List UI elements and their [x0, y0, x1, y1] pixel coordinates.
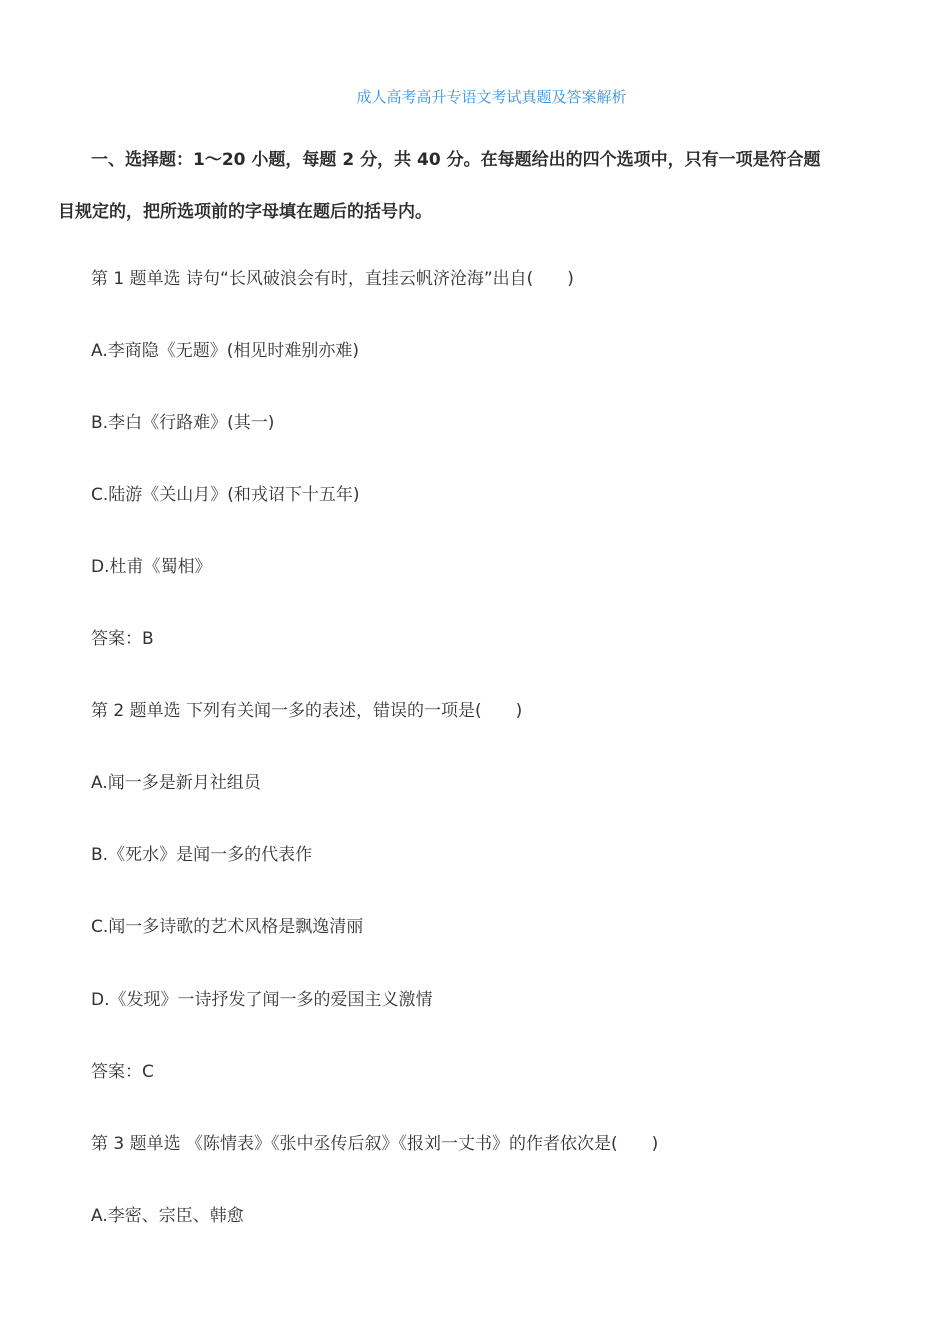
- question-2-option-b: B.《死水》是闻一多的代表作: [91, 845, 313, 865]
- question-1-option-c: C.陆游《关山月》(和戎诏下十五年): [91, 485, 360, 505]
- section-heading-line-2: 目规定的，把所选项前的字母填在题后的括号内。: [58, 202, 432, 222]
- question-2-prompt: 第 2 题单选 下列有关闻一多的表述，错误的一项是( ): [91, 701, 523, 721]
- document-title: 成人高考高升专语文考试真题及答案解析: [356, 88, 627, 106]
- question-2-option-d: D.《发现》一诗抒发了闻一多的爱国主义激情: [91, 990, 433, 1010]
- section-heading-line-1: 一、选择题：1～20 小题，每题 2 分，共 40 分。在每题给出的四个选项中，只有一项是符合题: [91, 150, 821, 170]
- question-2-answer: 答案：C: [91, 1062, 154, 1082]
- question-3-prompt: 第 3 题单选 《陈情表》《张中丞传后叙》《报刘一丈书》的作者依次是( ): [91, 1134, 659, 1154]
- question-1-answer: 答案：B: [91, 629, 154, 649]
- question-1-option-a: A.李商隐《无题》(相见时难别亦难): [91, 341, 359, 361]
- question-3-option-a: A.李密、宗臣、韩愈: [91, 1206, 244, 1226]
- question-2-option-c: C.闻一多诗歌的艺术风格是飘逸清丽: [91, 917, 364, 937]
- question-1-option-b: B.李白《行路难》(其一): [91, 413, 275, 433]
- question-1-prompt: 第 1 题单选 诗句“长风破浪会有时，直挂云帆济沧海”出自( ): [91, 269, 574, 289]
- question-1-option-d: D.杜甫《蜀相》: [91, 557, 212, 577]
- question-2-option-a: A.闻一多是新月社组员: [91, 773, 261, 793]
